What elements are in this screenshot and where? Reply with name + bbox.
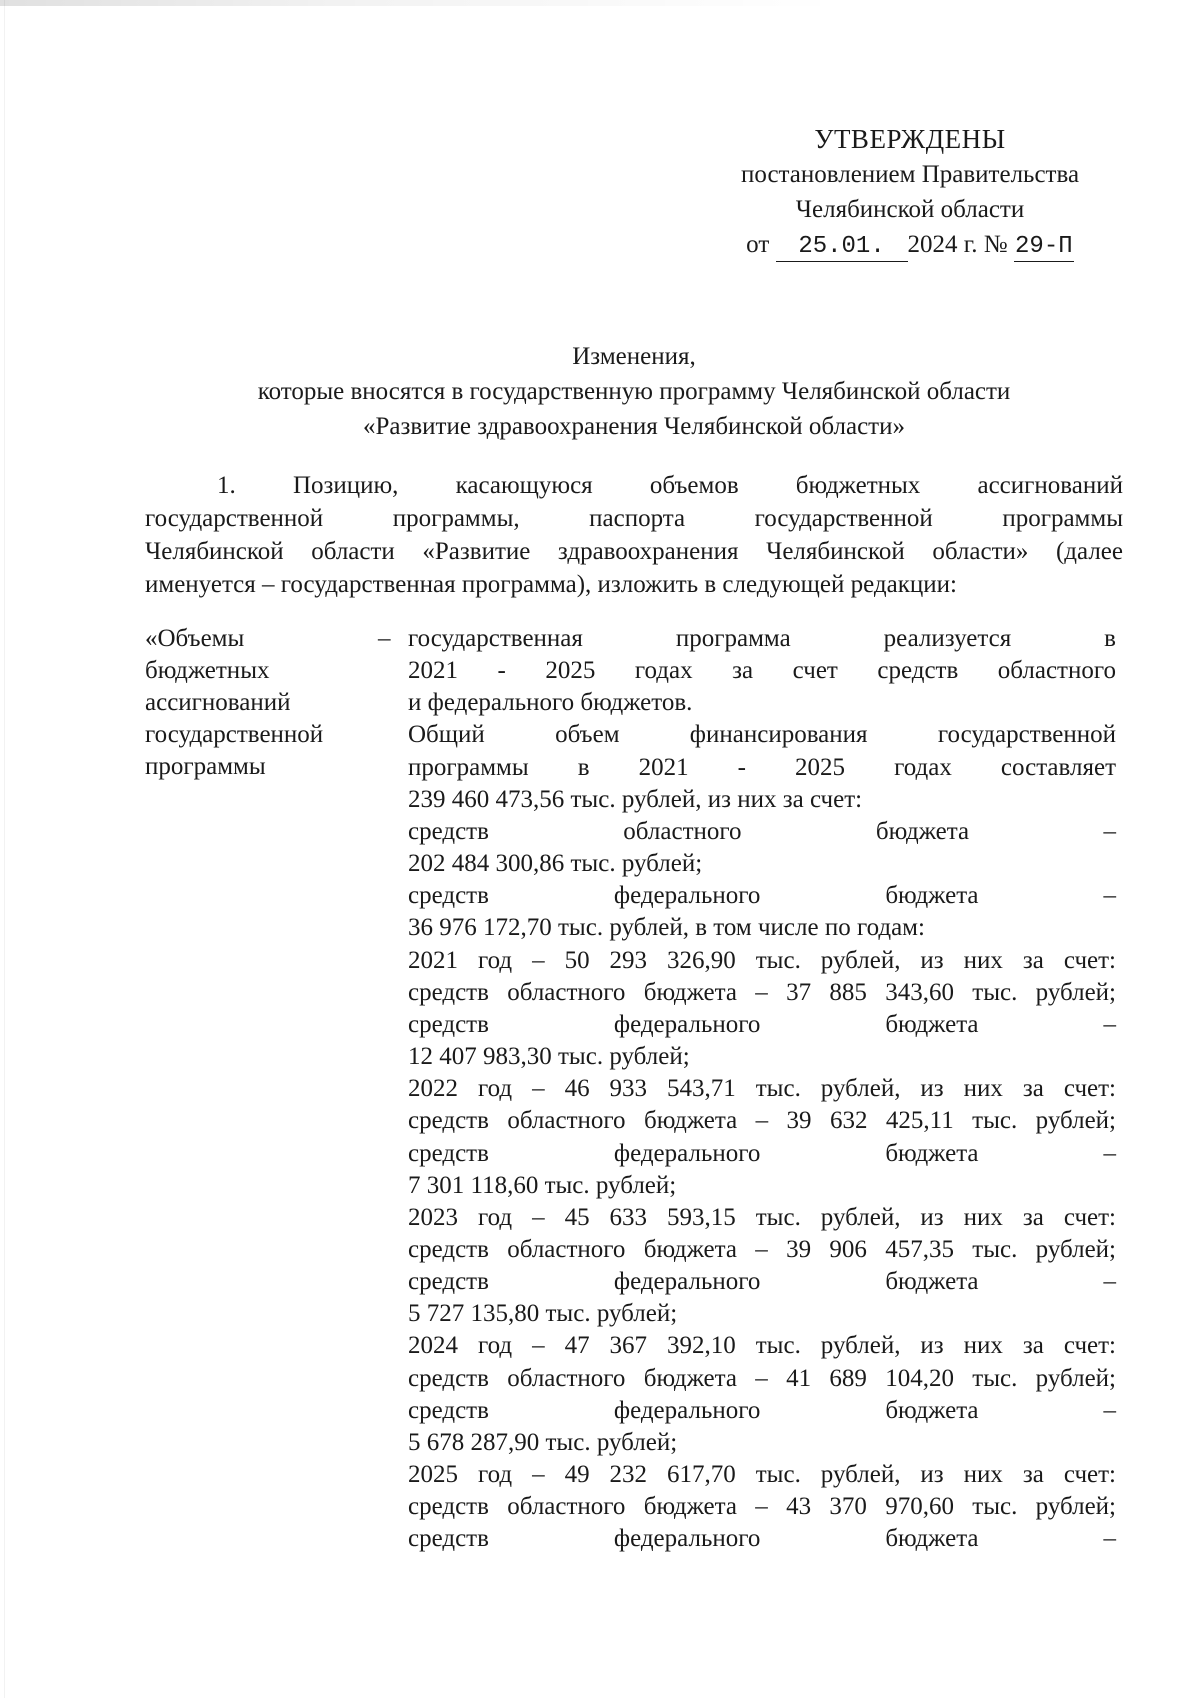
content-line: 239 460 473,56 тыс. рублей, из них за счет:	[408, 785, 863, 813]
label-line: «Объемы	[145, 625, 245, 652]
paragraph-line: государственной программы, паспорта государственной программы	[145, 505, 1123, 532]
position-label	[145, 623, 375, 783]
content-line: средств областного бюджета – 39 632 425,11 тыс. рублей;	[408, 1107, 1116, 1135]
content-line: средств федерального бюджета –	[408, 1525, 1116, 1553]
label-line: программы	[145, 753, 266, 780]
scan-artifact	[0, 0, 840, 6]
content-line: 2022 год – 46 933 543,71 тыс. рублей, из них за счет:	[408, 1075, 1116, 1103]
content-line: средств федерального бюджета –	[408, 1010, 1116, 1038]
content-line: средств областного бюджета – 37 885 343,60 тыс. рублей;	[408, 978, 1116, 1006]
position-content	[408, 623, 1116, 1556]
content-line: средств областного бюджета – 41 689 104,20 тыс. рублей;	[408, 1364, 1116, 1392]
label-line: государственной	[145, 721, 324, 748]
content-line: 202 484 300,86 тыс. рублей;	[408, 850, 703, 878]
title-line-1: Изменения,	[572, 343, 696, 370]
content-line: 2023 год – 45 633 593,15 тыс. рублей, из них за счет:	[408, 1203, 1116, 1231]
content-line: и федерального бюджетов.	[408, 689, 693, 717]
paragraph-line: именуется – государственная программа), изложить в следующей редакции:	[145, 571, 957, 598]
scan-edge	[4, 0, 5, 1698]
content-line: 36 976 172,70 тыс. рублей, в том числе по годам:	[408, 914, 925, 942]
title-line-2: которые вносятся в государственную программу Челябинской области	[257, 378, 1011, 405]
content-line: средств федерального бюджета –	[408, 1139, 1116, 1167]
content-line: 7 301 118,60 тыс. рублей;	[408, 1171, 677, 1199]
content-line: средств областного бюджета – 43 370 970,60 тыс. рублей;	[408, 1493, 1116, 1521]
approval-heading: УТВЕРЖДЕНЫ	[814, 124, 1006, 154]
approval-block	[700, 122, 1120, 262]
content-line: 12 407 983,30 тыс. рублей;	[408, 1043, 690, 1071]
content-line: средств федерального бюджета –	[408, 882, 1116, 910]
paragraph-1	[145, 469, 1123, 601]
date-prefix: от	[746, 231, 770, 258]
content-line: 2025 год – 49 232 617,70 тыс. рублей, из них за счет:	[408, 1461, 1116, 1489]
content-line: государственная программа реализуется в	[408, 625, 1116, 652]
content-line: средств областного бюджета –	[408, 817, 1116, 845]
label-line: ассигнований	[145, 689, 291, 716]
label-line: бюджетных	[145, 657, 270, 684]
separator-dash: –	[378, 625, 391, 652]
document-number: 29-П	[1015, 233, 1073, 260]
approval-line-1: постановлением Правительства	[740, 161, 1080, 188]
paragraph-line: Челябинской области «Развитие здравоохранения Челябинской области» (далее	[145, 538, 1123, 565]
title-line-3: «Развитие здравоохранения Челябинской области»	[362, 413, 905, 440]
content-line: программы в 2021 - 2025 годах составляет	[408, 753, 1116, 781]
content-line: средств федерального бюджета –	[408, 1396, 1116, 1424]
date-value: 25.01.	[776, 233, 908, 262]
content-line: средств федерального бюджета –	[408, 1268, 1116, 1296]
date-year: 2024 г. №	[907, 231, 1008, 258]
content-line: 5 678 287,90 тыс. рублей;	[408, 1428, 678, 1456]
paragraph-line: 1. Позицию, касающуюся объемов бюджетных ассигнований	[217, 472, 1123, 499]
approval-date-line	[700, 227, 1120, 262]
content-line: 2024 год – 47 367 392,10 тыс. рублей, из них за счет:	[408, 1332, 1116, 1360]
content-line: 2021 - 2025 годах за счет средств областного	[408, 657, 1116, 685]
content-line: Общий объем финансирования государственной	[408, 721, 1116, 749]
approval-line-2: Челябинской области	[795, 196, 1025, 223]
content-line: средств областного бюджета – 39 906 457,35 тыс. рублей;	[408, 1235, 1116, 1263]
content-line: 5 727 135,80 тыс. рублей;	[408, 1300, 678, 1328]
content-line: 2021 год – 50 293 326,90 тыс. рублей, из них за счет:	[408, 946, 1116, 974]
document-title	[140, 339, 1128, 444]
